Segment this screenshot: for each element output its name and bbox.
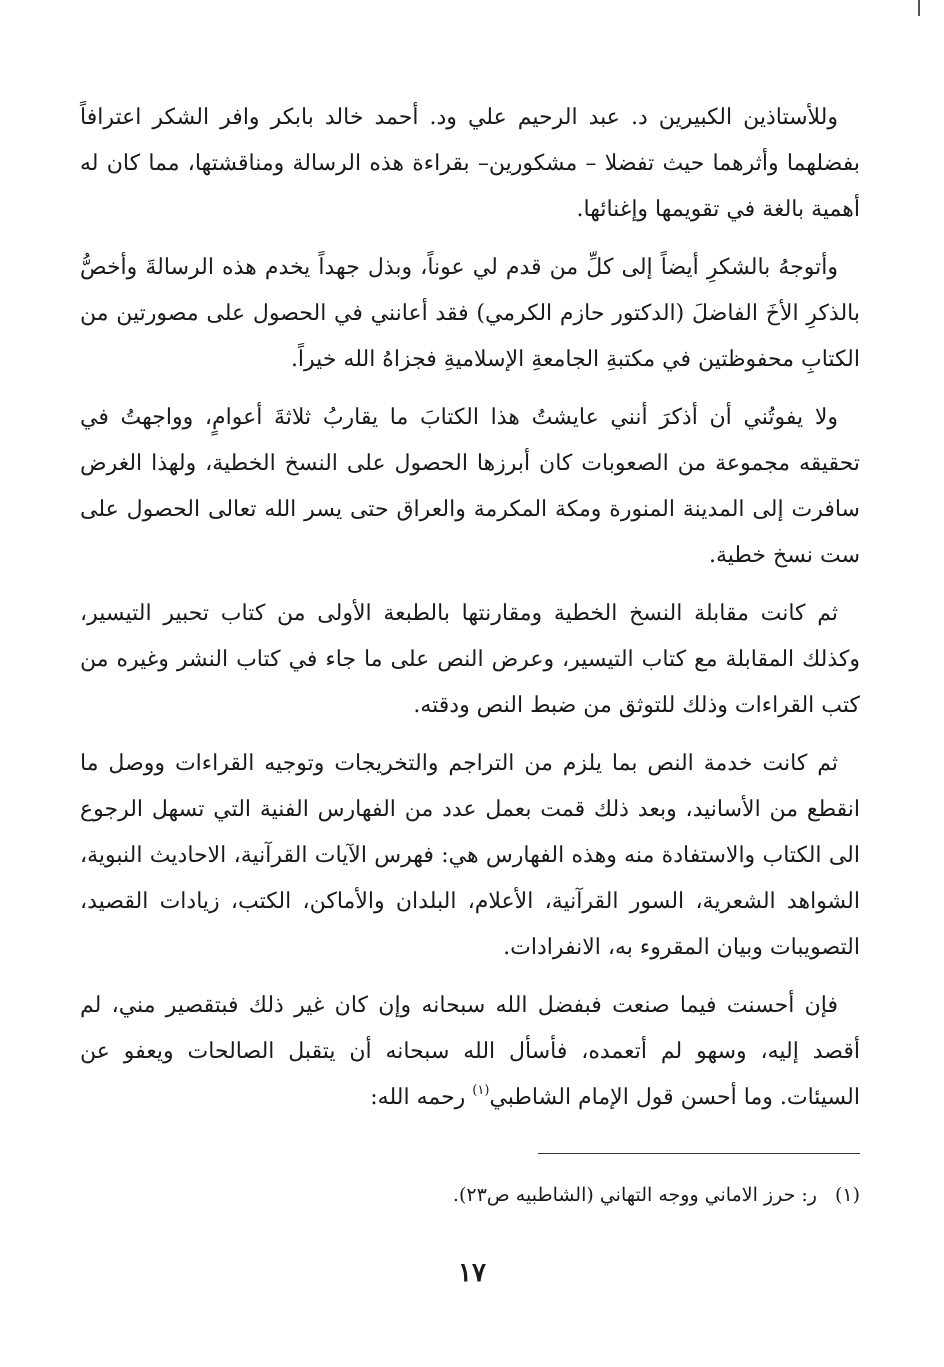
main-text xyxy=(80,95,860,1133)
scan-corner-mark xyxy=(918,0,920,16)
footnote xyxy=(80,1180,860,1210)
footnote-separator xyxy=(538,1153,860,1154)
paragraph-closing xyxy=(80,983,860,1121)
footnote-text: ر: حرز الاماني ووجه التهاني (الشاطبيه ص٢٣). xyxy=(452,1184,817,1206)
closing-text: فإن أحسنت فيما صنعت فبفضل الله سبحانه وإن كان غير ذلك فبتقصير مني، لم أقصد إليه، وسهو لم أتعمده، فأسأل الله سبحانه أن يتقبل الصالحات ويعفو عن السيئات. وما أحسن قول الإمام الشاطبي xyxy=(80,993,860,1110)
closing-text-end: رحمه الله: xyxy=(370,1085,473,1110)
paragraph-collation: ثم كانت مقابلة النسخ الخطية ومقارنتها بالطبعة الأولى من كتاب تحبير التيسير، وكذلك المقابلة مع كتاب التيسير، وعرض النص على ما جاء في كتاب النشر وغيره من كتب القراءات وذلك للتوثق من ضبط النص ودقته. xyxy=(80,601,860,718)
paragraph-acknowledgement-helpers: وأتوجهُ بالشكرِ أيضاً إلى كلِّ من قدم لي عوناً، وبذل جهداً يخدم هذه الرسالةَ وأخصُّ بالذكرِ الأخَ الفاضلَ (الدكتور حازم الكرمي) فقد أعانني في الحصول على مصورتين من الكتابِ محفوظتين في مكتبةِ الجامعةِ الإسلاميةِ فجزاهُ الله خيراً. xyxy=(80,255,860,372)
paragraph-indexes: ثم كانت خدمة النص بما يلزم من التراجم والتخريجات وتوجيه القراءات ووصل ما انقطع من الأسانيد، وبعد ذلك قمت بعمل عدد من الفهارس الفنية التي تسهل الرجوع الى الكتاب والاستفادة منه وهذه الفهارس هي: فهرس الآيات القرآنية، الاحاديث النبوية، الشواهد الشعرية، السور القرآنية، الأعلام، البلدان والأماكن، الكتب، زيادات القصيد، التصويبات وبيان المقروء به، الانفرادات. xyxy=(80,751,860,960)
paragraph-manuscript-difficulties: ولا يفوتُني أن أذكرَ أنني عايشتُ هذا الكتابَ ما يقاربُ ثلاثةَ أعوامٍ، وواجهتُ في تحقيقه مجموعة من الصعوبات كان أبرزها الحصول على النسخ الخطية، ولهذا الغرض سافرت إلى المدينة المنورة ومكة المكرمة والعراق حتى يسر الله تعالى الحصول على ست نسخ خطية. xyxy=(80,405,860,568)
page-number: ١٧ xyxy=(458,1258,486,1288)
footnote-number: (١) xyxy=(834,1184,860,1206)
paragraph-acknowledgement-professors: وللأستاذين الكبيرين د. عبد الرحيم علي ود. أحمد خالد بابكر وافر الشكر اعترافاً بفضلهما وأثرهما حيث تفضلا – مشكورين– بقراءة هذه الرسالة ومناقشتها، مما كان له أهمية بالغة في تقويمها وإغنائها. xyxy=(80,105,860,222)
footnote-reference: (١) xyxy=(472,1083,490,1098)
